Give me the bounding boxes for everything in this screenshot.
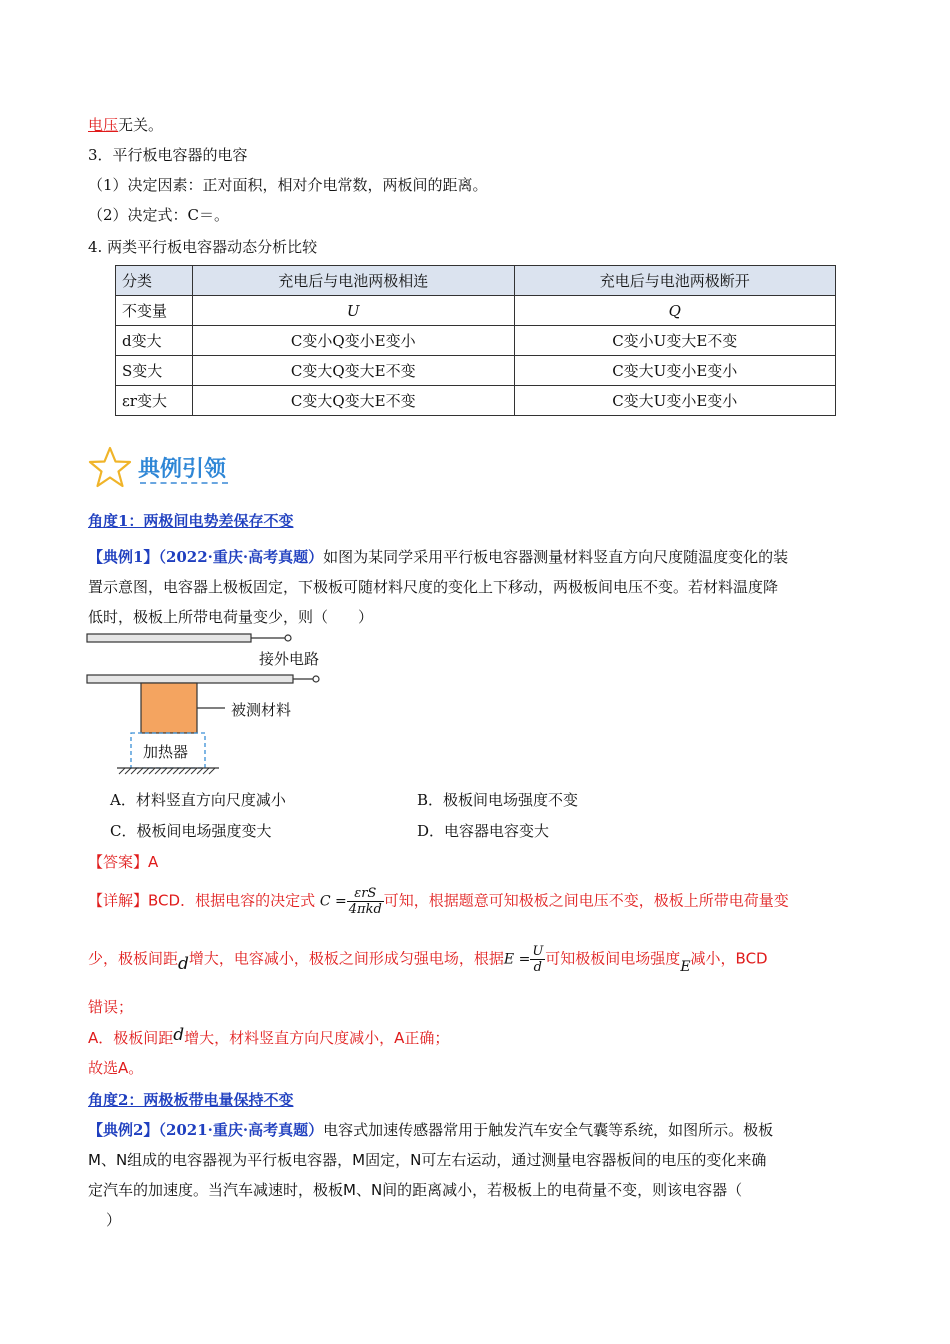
detail-label: 【详解】 xyxy=(88,891,149,910)
answer-label: 【答案】 xyxy=(88,853,149,871)
answer-value: A xyxy=(148,853,159,871)
table-cell: C变小U变大E不变 xyxy=(514,326,836,356)
table-cell: C变大U变小E变小 xyxy=(514,356,836,386)
field-formula: $\frac{U}{d}$ xyxy=(532,944,544,975)
table-row xyxy=(116,326,836,356)
table-row xyxy=(116,386,836,416)
table-header-cell: 充电后与电池两极相连 xyxy=(193,266,515,296)
star-icon xyxy=(88,446,132,488)
answer-line xyxy=(88,851,158,872)
angle-1-heading: 角度1：两极间电势差保存不变 xyxy=(88,512,294,530)
table-cell: Q xyxy=(514,296,836,326)
item-2: （2）决定式：C＝。 xyxy=(88,206,230,224)
option-b[interactable]: B．极板间电场强度不变 xyxy=(417,791,579,809)
example-2-tag: 【典例2】 xyxy=(88,1121,159,1139)
table-cell: S变大 xyxy=(116,356,193,386)
label-material: 被测材料 xyxy=(231,701,292,719)
table-cell: U xyxy=(193,296,515,326)
detail-line-1: 【详解】BCD．根据电容的决定式 C = $\frac{\text{εrS}}{\text{4πkd}}$ 可知，根据题意可知极板之间电压不变，极板上所带电荷量变 xyxy=(88,886,789,917)
label-external-circuit: 接外电路 xyxy=(259,650,320,668)
option-a[interactable]: A．材料竖直方向尺度减小 xyxy=(110,791,286,809)
example-1-text: 【典例1】（2022·重庆·高考真题）如图为某同学采用平行板电容器测量材料竖直方向尺度随温度变化的装 置示意图，电容器上极板固定，下极板可随材料尺度的变化上下移动，两极板间电压不变。若材料温度降 低时，极板上所带电荷量变少，则（ ） xyxy=(88,548,789,626)
example-2-source: （2021·重庆·高考真题） xyxy=(158,1121,324,1139)
table-cell: εr变大 xyxy=(116,386,193,416)
intro-line-0: 电压无关。 xyxy=(88,116,164,134)
voltage-link[interactable]: 电压 xyxy=(88,116,119,134)
table-cell: C变大U变小E变小 xyxy=(514,386,836,416)
table-cell: C变大Q变大E不变 xyxy=(193,356,515,386)
section-title-underline xyxy=(140,482,228,484)
comparison-table xyxy=(115,265,836,416)
example-1-tag: 【典例1】 xyxy=(88,548,159,566)
table-header-cell: 分类 xyxy=(116,266,193,296)
table-cell: C变小Q变小E变小 xyxy=(193,326,515,356)
table-row xyxy=(116,296,836,326)
detail-line-4: A．极板间距d增大，材料竖直方向尺度减小，A正确； xyxy=(88,1025,450,1047)
table-cell: d变大 xyxy=(116,326,193,356)
table-row xyxy=(116,356,836,386)
heading-4: 4. 两类平行板电容器动态分析比较 xyxy=(88,238,318,256)
label-heater: 加热器 xyxy=(143,743,189,761)
example-1-source: （2022·重庆·高考真题） xyxy=(158,548,324,566)
table-header-row xyxy=(116,266,836,296)
table-cell: 不变量 xyxy=(116,296,193,326)
table-header-cell: 充电后与电池两极断开 xyxy=(514,266,836,296)
item-1: （1）决定因素：正对面积，相对介电常数，两板间的距离。 xyxy=(88,176,488,194)
detail-line-2: 少，极板间距d增大，电容减小，极板之间形成匀强电场，根据E = $\frac{U}{d}$ 可知极板间电场强度E减小，BCD xyxy=(88,944,768,975)
detail-line-3: 错误； xyxy=(88,998,134,1016)
table-cell: C变大Q变大E不变 xyxy=(193,386,515,416)
section-title: 典例引领 xyxy=(138,457,227,482)
angle-2-heading: 角度2：两极板带电量保持不变 xyxy=(88,1091,294,1109)
option-d[interactable]: D．电容器电容变大 xyxy=(417,822,550,840)
detail-line-5: 故选A。 xyxy=(88,1059,144,1077)
option-c[interactable]: C．极板间电场强度变大 xyxy=(110,822,272,840)
heading-3: 3．平行板电容器的电容 xyxy=(88,146,248,164)
example-2-text: 【典例2】（2021·重庆·高考真题）电容式加速传感器常用于触发汽车安全气囊等系统，如图所示。极板 M、N组成的电容器视为平行板电容器，M固定，N可左右运动，通过测量电容器板间的电压的变化来确 定汽车的加速度。当汽车减速时，极板M、N间的距离减小，若极板上的电荷量不变，则该电容器（ ） xyxy=(88,1121,774,1229)
capacitance-formula: $\frac{\text{εrS}}{\text{4πkd}}$ xyxy=(348,886,382,917)
